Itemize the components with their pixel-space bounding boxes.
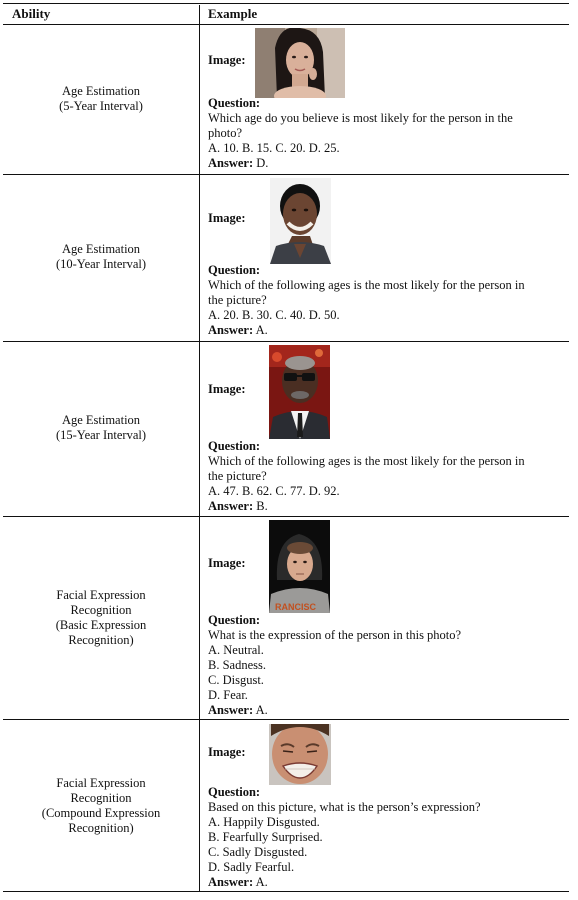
column-divider	[199, 5, 200, 891]
ability-cell: Age Estimation (10-Year Interval)	[55, 242, 146, 271]
face-photo	[269, 345, 330, 439]
header-rule	[3, 24, 569, 25]
image-label: Image:	[208, 382, 246, 396]
answer-value: A.	[255, 875, 268, 889]
header-example: Example	[208, 6, 258, 21]
example-text: Question: Based on this picture, what is the person’s expression? A. Happily Disgusted. B. Fearfully Surprised. C. Sadly Disgusted. D. Sadly Fearful. Answer: A.	[208, 785, 481, 889]
row-divider	[3, 341, 569, 342]
face-photo	[255, 28, 345, 98]
image-label: Image:	[208, 745, 246, 759]
example-text: Question: Which of the following ages is the most likely for the person in the picture? A. 20. B. 30. C. 40. D. 50. Answer: A.	[208, 263, 525, 337]
face-photo	[270, 178, 331, 264]
image-label: Image:	[208, 211, 246, 225]
ability-cell: Age Estimation (5-Year Interval)	[59, 84, 143, 113]
example-text: Question: Which age do you believe is most likely for the person in the photo? A. 10. B. 15. C. 20. D. 25. Answer: D.	[208, 96, 513, 170]
svg-text:RANCISC: RANCISC	[275, 602, 317, 612]
ability-cell: Facial Expression Recognition (Compound Expression Recognition)	[41, 776, 161, 835]
answer-value: D.	[256, 156, 269, 170]
answer-value: A.	[255, 703, 268, 717]
image-label: Image:	[208, 53, 246, 67]
row-divider	[3, 174, 569, 175]
example-text: Question: Which of the following ages is the most likely for the person in the picture? A. 47. B. 62. C. 77. D. 92. Answer: B.	[208, 439, 525, 513]
row-divider	[3, 719, 569, 720]
face-photo	[269, 520, 330, 613]
bottom-rule	[3, 891, 569, 892]
header-ability: Ability	[12, 6, 51, 21]
image-label: Image:	[208, 556, 246, 570]
answer-value: A.	[255, 323, 268, 337]
answer-value: B.	[256, 499, 268, 513]
top-rule	[3, 3, 569, 4]
ability-cell: Facial Expression Recognition (Basic Expression Recognition)	[55, 588, 147, 647]
face-photo	[269, 724, 331, 785]
row-divider	[3, 516, 569, 517]
ability-cell: Age Estimation (15-Year Interval)	[55, 413, 146, 442]
example-text: Question: What is the expression of the person in this photo? A. Neutral. B. Sadness. C. Disgust. D. Fear. Answer: A.	[208, 613, 462, 717]
